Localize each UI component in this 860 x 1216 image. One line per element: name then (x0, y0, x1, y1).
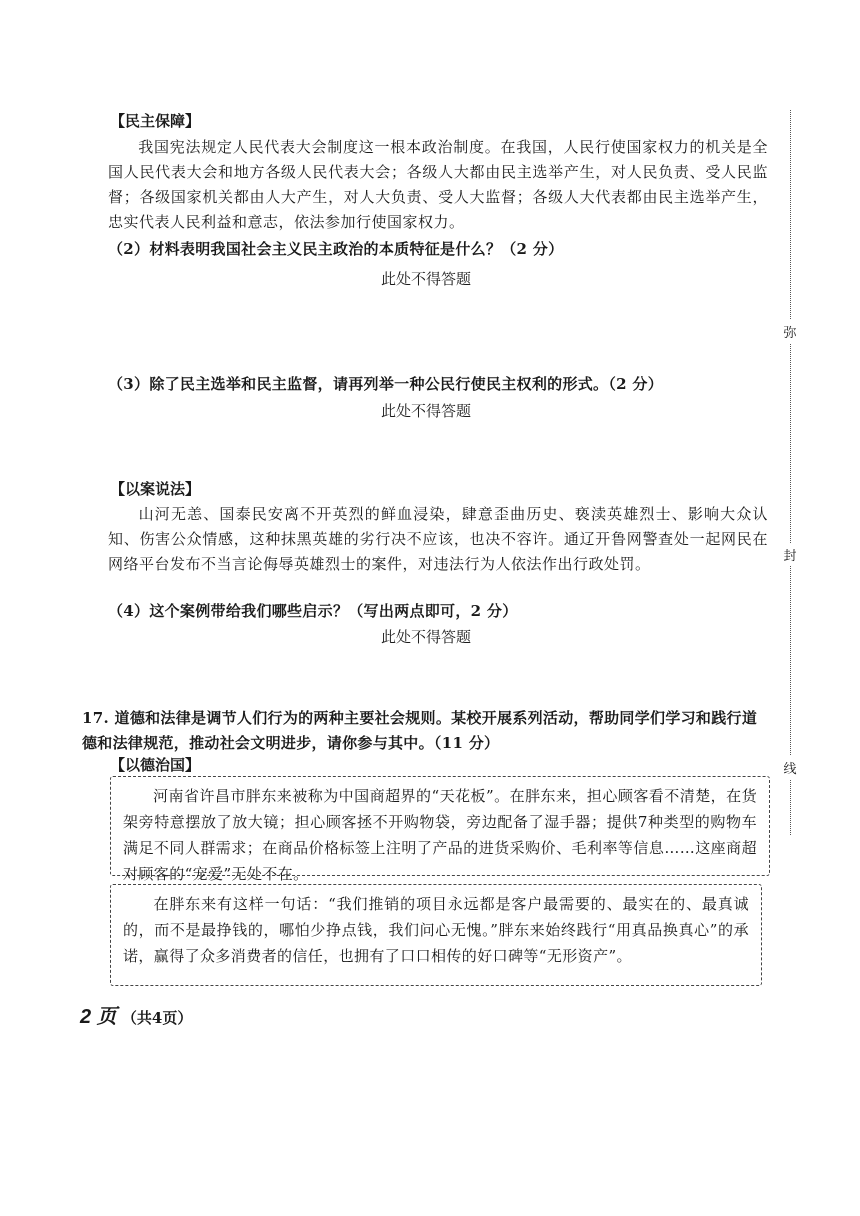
binding-char-xian: 线 (782, 756, 798, 779)
material-box-1 (110, 776, 770, 883)
material-box-1-text: 河南省许昌市胖东来被称为中国商超界的“天花板”。在胖东来，担心顾客看不清楚，在货架旁特意摆放了放大镜；担心顾客拯不开购物袋，旁边配备了湿手器；提供7种类型的购物车满足不同人群需求；在商品价格标签上注明了产品的进货采购价、毛利率等信息……这座商超对顾客的“宠爱”无处不在。 (123, 787, 757, 883)
binding-char-mi: 弥 (782, 320, 798, 343)
page-number: 2 页 (80, 1006, 117, 1028)
section-title-democracy: 【民主保障】 (110, 112, 201, 130)
democracy-paragraph (108, 135, 768, 235)
section-title-virtue: 【以德治国】 (110, 756, 201, 774)
question-4: （4）这个案例带给我们哪些启示？（写出两点即可，2 分） (108, 602, 518, 620)
page-total: （共4页） (121, 1009, 193, 1027)
no-answer-notice-1: 此处不得答题 (380, 270, 471, 288)
no-answer-notice-2: 此处不得答题 (380, 402, 471, 420)
section-title-case: 【以案说法】 (110, 480, 201, 498)
page-footer (80, 1000, 192, 1029)
material-box-2 (110, 884, 762, 986)
binding-char-feng: 封 (782, 543, 798, 566)
binding-dotted-line (790, 110, 791, 835)
question-3: （3）除了民主选举和民主监督，请再列举一种公民行使民主权利的形式。（2 分） (108, 375, 663, 393)
material-box-2-text: 在胖东来有这样一句话：“我们推销的项目永远都是客户最需要的、最实在的、最真诚的，而不是最挣钱的，哪怕少挣点钱，我们问心无愧。”胖东来始终践行“用真品换真心”的承诺，赢得了众多消费者的信任，也拥有了口口相传的好口碑等“无形资产”。 (123, 895, 749, 965)
democracy-paragraph-text: 我国宪法规定人民代表大会制度这一根本政治制度。在我国，人民行使国家权力的机关是全国人民代表大会和地方各级人民代表大会；各级人大都由民主选举产生，对人民负责、受人民监督；各级国家机关都由人大产生，对人大负责、受人大监督；各级人大代表都由民主选举产生，忠实代表人民利益和意志，依法参加行使国家权力。 (108, 138, 768, 231)
case-paragraph (108, 502, 768, 577)
question-17: 17. 道德和法律是调节人们行为的两种主要社会规则。某校开展系列活动，帮助同学们学习和践行道德和法律规范，推动社会文明进步，请你参与其中。（11 分） (82, 709, 758, 752)
no-answer-notice-3: 此处不得答题 (380, 628, 471, 646)
question-2: （2）材料表明我国社会主义民主政治的本质特征是什么？（2 分） (108, 240, 564, 258)
case-paragraph-text: 山河无恙、国泰民安离不开英烈的鲜血浸染，肆意歪曲历史、亵渎英雄烈士、影响大众认知、伤害公众情感，这种抹黑英雄的劣行决不应该，也决不容许。通辽开鲁网警查处一起网民在网络平台发布不当言论侮辱英雄烈士的案件，对违法行为人依法作出行政处罚。 (108, 505, 768, 573)
